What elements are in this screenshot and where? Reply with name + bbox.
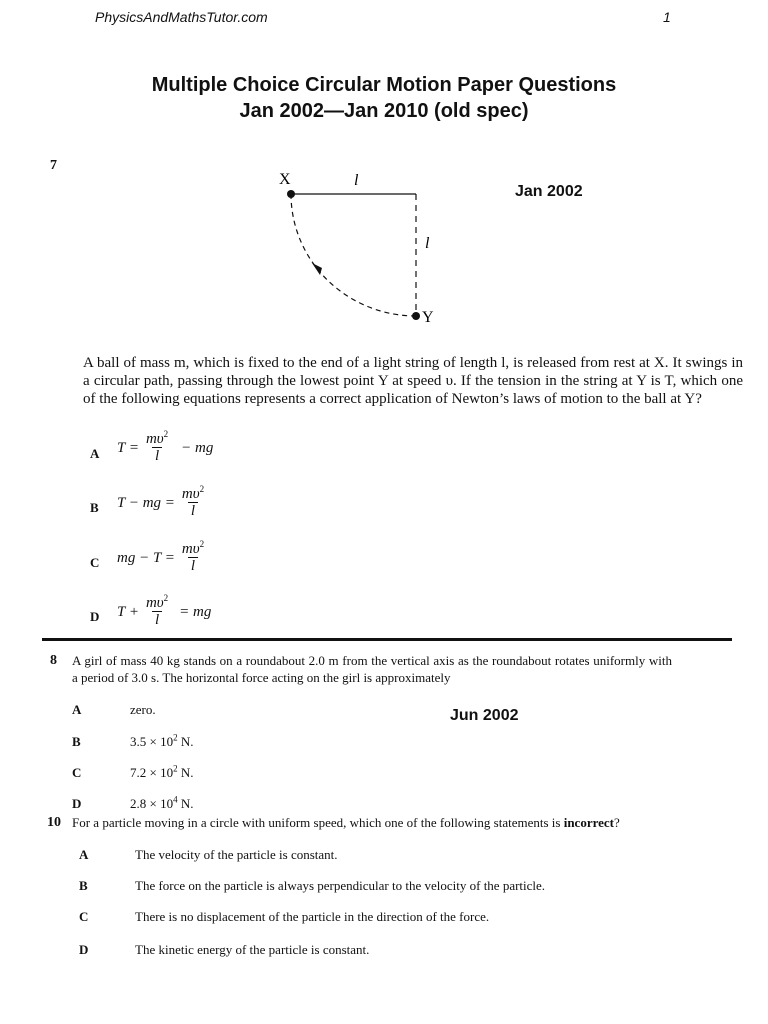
eq-a-num: mυ bbox=[145, 431, 164, 447]
eq-b-fraction bbox=[179, 484, 207, 519]
question-7-stem: A ball of mass m, which is fixed to the end of a light string of length l, is released from rest at X. It swings in a circular path, passing through the lowest point Y at speed υ. If the tension in the string at Y is T, which one of the following equations represents a correct application of Newton’s laws of motion to the ball at Y? bbox=[83, 355, 743, 407]
q7-option-c-letter: C bbox=[90, 555, 100, 570]
q7-option-a-letter: A bbox=[90, 446, 100, 461]
eq-b-pre: T − mg = bbox=[117, 494, 175, 511]
arrow-head-icon bbox=[312, 263, 322, 275]
q7-option-b-equation bbox=[117, 484, 211, 519]
eq-a-exp: 2 bbox=[163, 429, 169, 439]
site-header: PhysicsAndMathsTutor.com bbox=[95, 9, 268, 25]
label-y: Y bbox=[422, 309, 434, 326]
eq-d-exp: 2 bbox=[163, 593, 169, 603]
label-x: X bbox=[279, 171, 291, 188]
eq-a-den: l bbox=[152, 447, 162, 464]
q7-option-b-letter: B bbox=[90, 500, 99, 515]
q10-option-c-text: There is no displacement of the particle in the direction of the force. bbox=[135, 909, 490, 924]
eq-a-pre: T = bbox=[117, 439, 139, 456]
eq-b-den: l bbox=[188, 502, 198, 519]
q8-option-c-letter: C bbox=[72, 765, 82, 780]
point-x-dot bbox=[287, 190, 295, 198]
q8-d-exp: 4 bbox=[173, 794, 178, 805]
q10-option-a-letter: A bbox=[79, 847, 89, 862]
q10-option-b-letter: B bbox=[79, 878, 88, 893]
eq-a-fraction bbox=[143, 429, 171, 464]
question-8-number: 8 bbox=[50, 653, 57, 668]
q8-b-mantissa: 3.5 × 10 bbox=[130, 734, 174, 749]
q8-option-a-text: zero. bbox=[130, 702, 156, 717]
eq-c-num: mυ bbox=[181, 541, 200, 557]
q7-option-c-equation bbox=[117, 539, 211, 574]
eq-b-exp: 2 bbox=[199, 484, 205, 494]
eq-d-post: = mg bbox=[179, 603, 212, 620]
q8-d-unit: N. bbox=[177, 796, 194, 811]
page-title-line2: Jan 2002—Jan 2010 (old spec) bbox=[239, 100, 529, 122]
q8-option-a-letter: A bbox=[72, 702, 82, 717]
q8-option-b-text bbox=[130, 734, 193, 750]
page-title-line1: Multiple Choice Circular Motion Paper Questions bbox=[151, 74, 617, 96]
question-10-number: 10 bbox=[47, 815, 61, 830]
eq-d-num: mυ bbox=[145, 595, 164, 611]
question-10-stem bbox=[72, 815, 752, 831]
q8-c-exp: 2 bbox=[173, 763, 178, 774]
q8-d-mantissa: 2.8 × 10 bbox=[130, 796, 174, 811]
label-l-vertical: l bbox=[425, 235, 430, 252]
q10-option-a-text: The velocity of the particle is constant. bbox=[135, 847, 338, 862]
eq-d-den: l bbox=[152, 611, 162, 628]
label-l-horizontal: l bbox=[354, 172, 359, 189]
q10-option-c-letter: C bbox=[79, 909, 89, 924]
eq-c-fraction bbox=[179, 539, 207, 574]
eq-c-exp: 2 bbox=[199, 539, 205, 549]
eq-d-fraction bbox=[143, 593, 171, 628]
pendulum-diagram bbox=[270, 165, 450, 335]
section-divider bbox=[42, 638, 732, 641]
question-8-stem: A girl of mass 40 kg stands on a roundabout 2.0 m from the vertical axis as the roundabout rotates uniformly with a period of 3.0 s. The horizontal force acting on the girl is approximately bbox=[72, 653, 672, 685]
q8-b-exp: 2 bbox=[173, 732, 178, 743]
question-7-number: 7 bbox=[50, 158, 57, 173]
q7-option-d-equation bbox=[117, 593, 212, 628]
q10-option-d-text: The kinetic energy of the particle is constant. bbox=[135, 942, 370, 957]
eq-c-pre: mg − T = bbox=[117, 549, 175, 566]
q8-option-b-letter: B bbox=[72, 734, 81, 749]
eq-b-num: mυ bbox=[181, 486, 200, 502]
q10-option-d-letter: D bbox=[79, 942, 89, 957]
q8-option-d-letter: D bbox=[72, 796, 82, 811]
q7-option-d-letter: D bbox=[90, 609, 100, 624]
point-y-dot bbox=[412, 312, 420, 320]
q8-option-d-text bbox=[130, 796, 193, 812]
circular-path bbox=[291, 194, 416, 316]
q8-b-unit: N. bbox=[177, 734, 194, 749]
q10-stem-after: ? bbox=[614, 815, 620, 830]
q8-option-c-text bbox=[130, 765, 193, 781]
eq-a-post: − mg bbox=[181, 439, 214, 456]
q10-stem-before: For a particle moving in a circle with uniform speed, which one of the following statements is bbox=[72, 815, 564, 830]
question-8-session: Jun 2002 bbox=[450, 707, 519, 724]
page-number: 1 bbox=[663, 9, 671, 25]
question-7-session: Jan 2002 bbox=[515, 183, 583, 200]
eq-c-den: l bbox=[188, 557, 198, 574]
q10-stem-bold: incorrect bbox=[563, 815, 615, 830]
eq-d-pre: T + bbox=[117, 603, 139, 620]
q8-c-mantissa: 7.2 × 10 bbox=[130, 765, 174, 780]
q7-option-a-equation bbox=[117, 429, 214, 464]
q8-c-unit: N. bbox=[177, 765, 194, 780]
q10-option-b-text: The force on the particle is always perpendicular to the velocity of the particle. bbox=[135, 878, 546, 893]
